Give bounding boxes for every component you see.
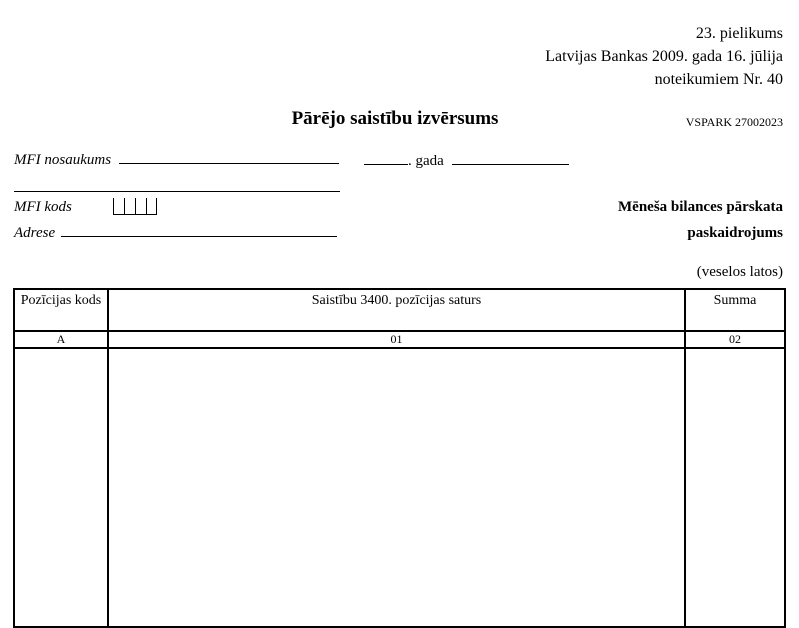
col-position-code-header: Pozīcijas kods bbox=[20, 293, 102, 308]
code-box[interactable] bbox=[135, 198, 146, 215]
mfi-code-label: MFI kods bbox=[14, 199, 72, 215]
address-row bbox=[14, 224, 337, 242]
col-position-code-index: A bbox=[56, 332, 66, 346]
col-content-index: 01 bbox=[390, 332, 403, 346]
report-name-line2: paskaidrojums bbox=[687, 225, 783, 241]
regulation-line: Latvijas Bankas 2009. gada 16. jūlija bbox=[545, 48, 783, 65]
code-box[interactable] bbox=[113, 198, 124, 215]
liabilities-table bbox=[13, 288, 786, 628]
code-box[interactable] bbox=[124, 198, 135, 215]
sum-cell[interactable] bbox=[686, 349, 784, 626]
address-field[interactable] bbox=[61, 224, 337, 237]
address-label: Adrese bbox=[14, 225, 56, 241]
col-content-header: Saistību 3400. pozīcijas saturs bbox=[311, 293, 482, 308]
date-field[interactable] bbox=[452, 152, 569, 165]
mfi-code-row bbox=[14, 198, 72, 216]
col-sum-index: 02 bbox=[729, 332, 741, 346]
mfi-code-boxes[interactable] bbox=[113, 198, 157, 216]
col-sum-header: Summa bbox=[713, 293, 757, 308]
content-cell[interactable] bbox=[109, 349, 684, 626]
mfi-name-field[interactable] bbox=[119, 151, 339, 164]
units-note: (veselos latos) bbox=[696, 264, 783, 280]
year-field[interactable] bbox=[364, 152, 408, 165]
mfi-name-label: MFI nosaukums bbox=[14, 152, 112, 168]
position-code-cell[interactable] bbox=[15, 349, 107, 626]
mfi-name-field-line2[interactable] bbox=[14, 179, 340, 192]
code-box[interactable] bbox=[146, 198, 157, 215]
year-label: . gada bbox=[408, 153, 444, 169]
mfi-name-row bbox=[14, 151, 339, 169]
page-title: Pārējo saistību izvērsums bbox=[291, 108, 499, 129]
report-name-line1: Mēneša bilances pārskata bbox=[618, 199, 783, 215]
regulation-number: noteikumiem Nr. 40 bbox=[654, 71, 783, 88]
appendix-number: 23. pielikums bbox=[695, 25, 783, 42]
year-row bbox=[364, 152, 569, 170]
form-code: VSPARK 27002023 bbox=[685, 115, 783, 129]
